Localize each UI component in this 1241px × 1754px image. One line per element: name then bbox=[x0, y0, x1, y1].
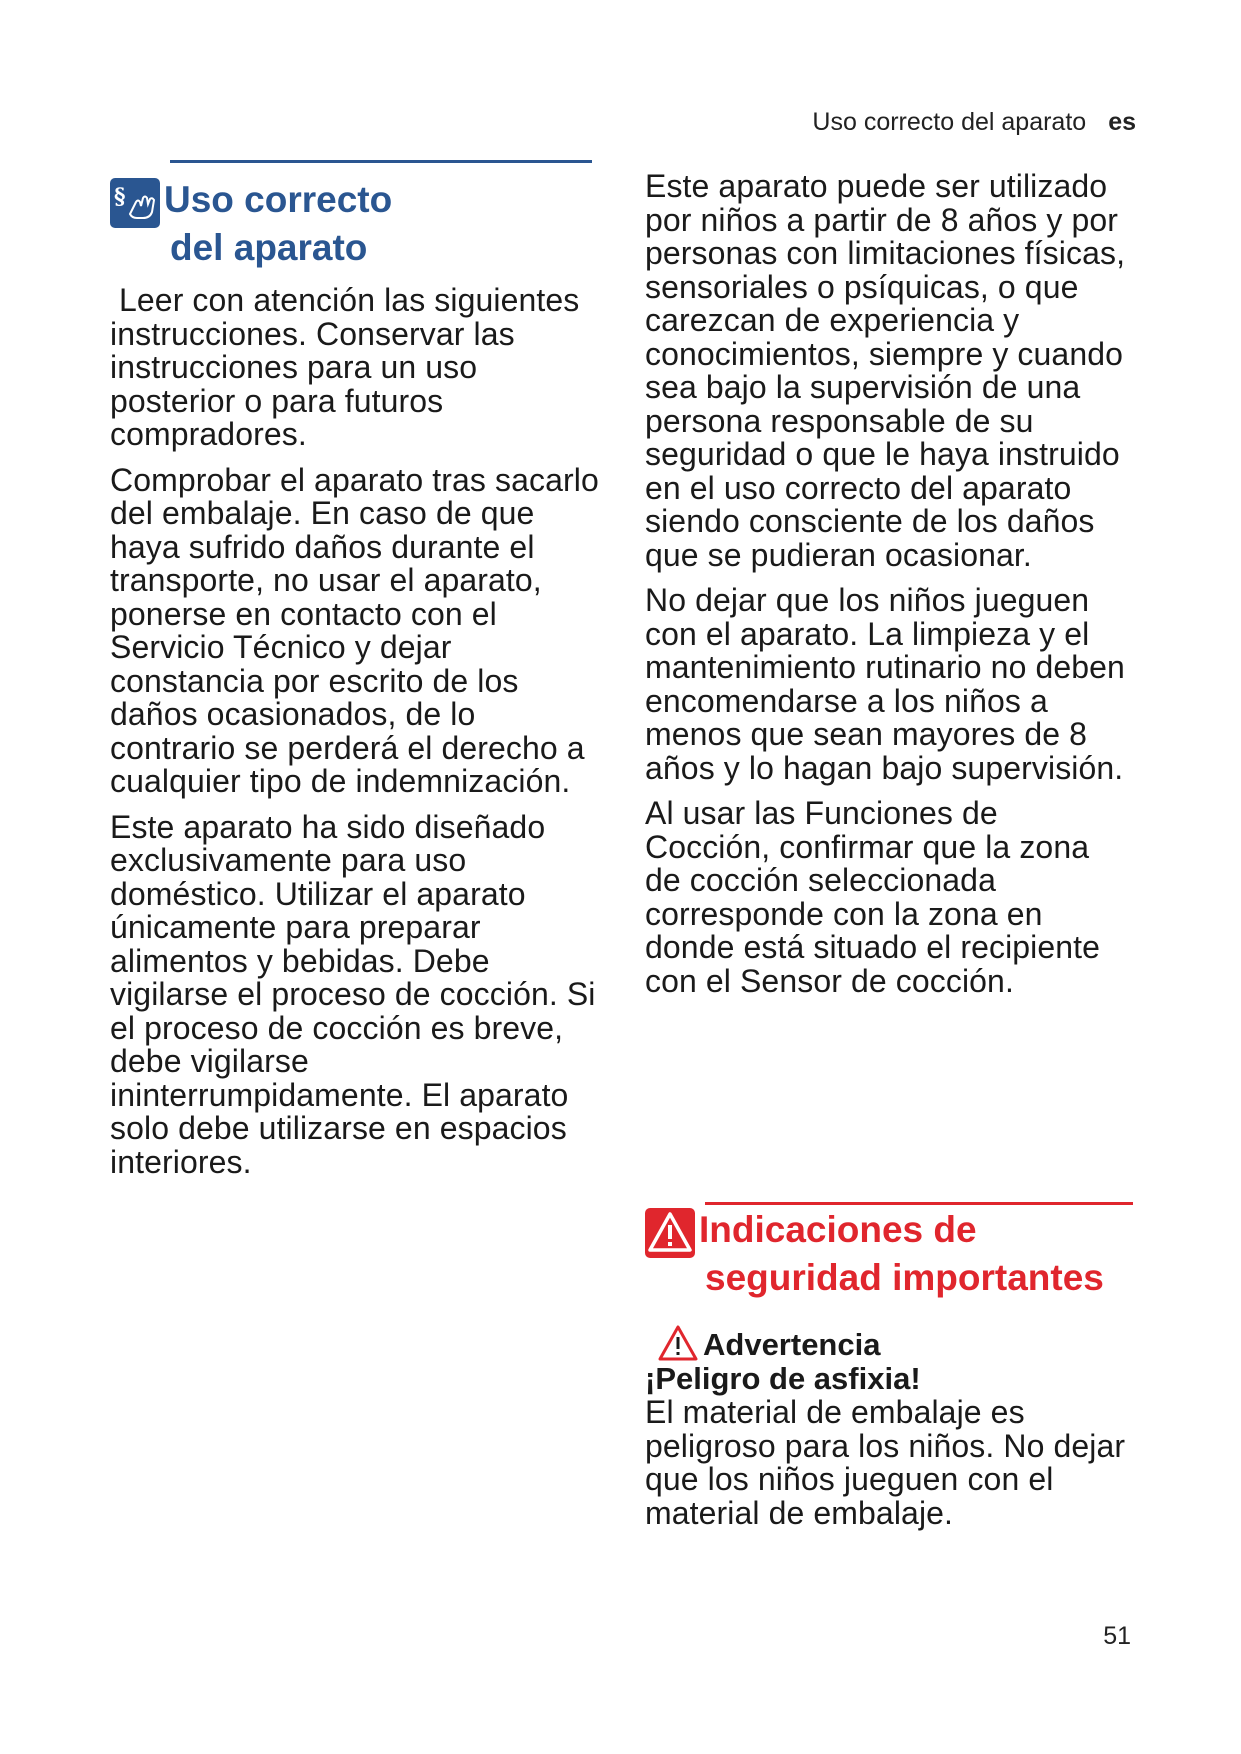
paragraph-domestic-use: Este aparato ha sido diseñado exclusivamente para uso doméstico. Utilizar el aparato únicamente para preparar alimentos y bebidas. Debe vigilarse el proceso de cocción. Si el proceso de cocción es breve, debe vigilarse ininterrumpidamente. El aparato solo debe utilizarse en espacios interiores. bbox=[110, 808, 596, 1180]
usage-section-title bbox=[110, 176, 600, 272]
safety-title-line2: seguridad importantes bbox=[705, 1257, 1104, 1298]
warning-label-row bbox=[645, 1328, 1135, 1362]
page-number: 51 bbox=[1103, 1622, 1131, 1650]
usage-title-line1: Uso correcto bbox=[164, 179, 393, 220]
paragraph-children-usage: Este aparato puede ser utilizado por niños a partir de 8 años y por personas con limitaciones físicas, sensoriales o psíquicas, o que carezcan de experiencia y conocimientos, siempre y cuando sea bajo la supervisión de una persona responsable de su seguridad o que le haya instruido en el uso correcto del aparato siendo consciente de los daños que se pudieran ocasionar. bbox=[645, 168, 1126, 573]
paragraph-cooking-functions: Al usar las Funciones de Cocción, confirmar que la zona de cocción seleccionada corresponde con la zona en donde está situado el recipiente con el Sensor de cocción. bbox=[645, 795, 1101, 999]
danger-title: ¡Peligro de asfixia! bbox=[645, 1361, 921, 1396]
paragraph-children-play: No dejar que los niños jueguen con el aparato. La limpieza y el mantenimiento rutinario no deben encomendarse a los niños a menos que sean mayores de 8 años y lo hagan bajo supervisión. bbox=[645, 582, 1125, 786]
safety-section-title bbox=[645, 1206, 1135, 1302]
header-language-code: es bbox=[1108, 108, 1136, 136]
safety-section-heading bbox=[645, 1206, 1135, 1310]
safety-title-line1: Indicaciones de bbox=[699, 1209, 977, 1250]
warning-outline-icon bbox=[657, 1324, 699, 1369]
svg-text:§: § bbox=[114, 184, 126, 210]
paragraph-check-appliance: Comprobar el aparato tras sacarlo del embalaje. En caso de que haya sufrido daños durante el transporte, no usar el aparato, ponerse en contacto con el Servicio Técnico y dejar constancia por escrito de los daños ocasionados, de lo contrario se perderá el derecho a cualquier tipo de indemnización. bbox=[110, 461, 599, 799]
right-column bbox=[645, 170, 1130, 1010]
warning-triangle-icon bbox=[645, 1208, 695, 1258]
usage-body bbox=[110, 284, 600, 1179]
safety-section bbox=[645, 1206, 1135, 1542]
usage-section-heading bbox=[110, 176, 600, 280]
running-header bbox=[812, 108, 1136, 137]
section-hand-icon bbox=[110, 178, 160, 228]
header-section-title: Uso correcto del aparato bbox=[812, 108, 1087, 136]
left-column bbox=[110, 176, 600, 1191]
heading-rule bbox=[170, 160, 592, 163]
usage-title-line2: del aparato bbox=[170, 227, 368, 268]
paragraph-read-instructions: Leer con atención las siguientes instrucciones. Conservar las instrucciones para un uso posterior o para futuros compradores. bbox=[110, 282, 589, 452]
danger-text: El material de embalaje es peligroso para los niños. No dejar que los niños jueguen con el material de embalaje. bbox=[645, 1394, 1126, 1531]
heading-rule bbox=[705, 1202, 1133, 1205]
warning-label: Advertencia bbox=[703, 1327, 881, 1362]
